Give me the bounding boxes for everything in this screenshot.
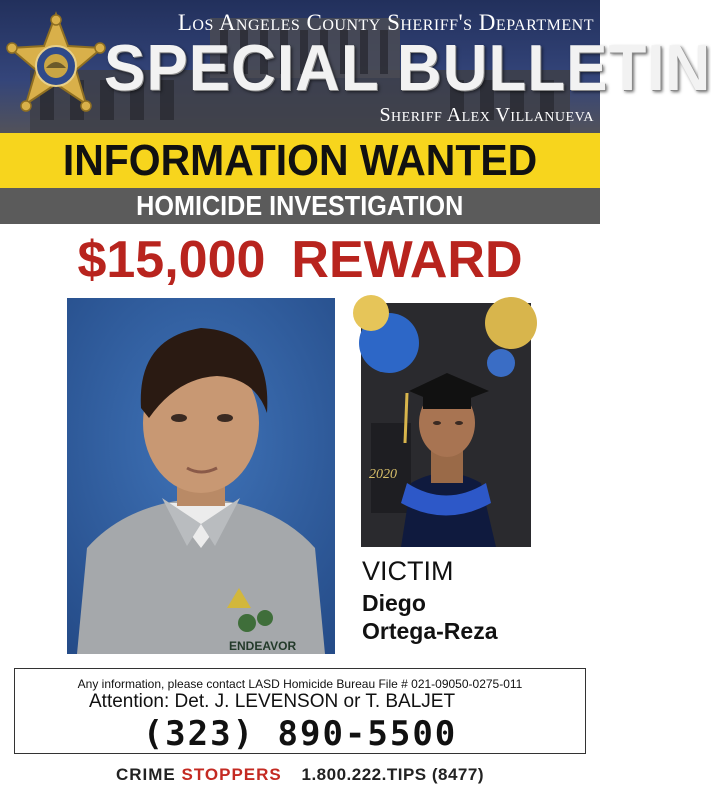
phone-number: (323) 890-5500 (142, 714, 458, 754)
crime-word: CRIME (115, 765, 176, 784)
victim-last-name: Ortega-Reza (362, 618, 498, 644)
tips-number: 1.800.222.TIPS (8477) (301, 765, 485, 784)
department-name: Los Angeles County Sheriff's Department (177, 10, 594, 35)
bulletin-header (0, 0, 711, 133)
investigation-banner (0, 188, 600, 224)
information-wanted-banner (0, 133, 600, 188)
stoppers-word: STOPPERS (181, 765, 282, 784)
grad-sign-text: 2020 (369, 467, 397, 482)
graduation-photo (361, 303, 531, 547)
crime-stoppers-line (0, 765, 600, 785)
headline: INFORMATION WANTED (62, 136, 538, 185)
reward-label: REWARD (291, 231, 523, 289)
victim-name (362, 589, 497, 645)
victim-label: VICTIM (362, 556, 454, 586)
subheadline: HOMICIDE INVESTIGATION (136, 190, 464, 221)
contact-box (14, 668, 586, 754)
attention-line: Attention: Det. J. LEVENSON or T. BALJET (89, 691, 456, 712)
bulletin-title: SPECIAL BULLETIN (104, 32, 711, 105)
reward-amount: $15,000 (77, 231, 266, 289)
sheriff-name: Sheriff Alex Villanueva (379, 104, 594, 126)
sheriff-star-badge-icon (8, 12, 104, 120)
portrait-photo (67, 298, 335, 654)
contact-info: Any information, please contact LASD Homicide Bureau File # 021-09050-0275-011 (77, 677, 523, 691)
victim-first-name: Diego (362, 590, 426, 616)
shirt-logo-text: ENDEAVOR (229, 639, 297, 653)
reward-line (0, 228, 600, 292)
